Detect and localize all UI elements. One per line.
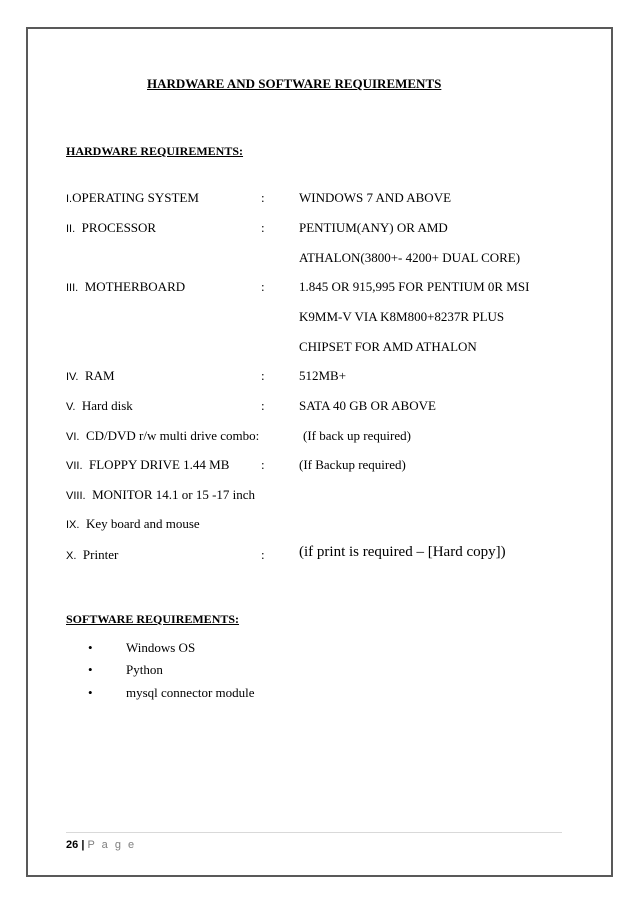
hw-item-os [66,190,199,206]
hw-item-colon: : [261,190,265,205]
hw-item-label: FLOPPY DRIVE 1.44 MB [89,457,230,472]
hw-item-value: 512MB+ [299,368,347,383]
hw-item-number: II. [66,223,76,235]
hw-item-number: IV. [66,371,79,383]
page-label: P a g e [87,839,137,851]
hw-item-colon: : [261,279,265,294]
hw-item-number: V. [66,401,76,413]
hw-item-number: IX. [66,519,80,531]
hw-item-value: ATHALON(3800+- 4200+ DUAL CORE) [299,250,521,265]
page-number: 26 [66,839,79,851]
hw-item-value: CHIPSET FOR AMD ATHALON [299,339,477,354]
hw-item-label: RAM [84,368,115,383]
hw-item-ram [66,368,115,384]
hw-item-monitor [66,487,255,503]
hw-item-value: WINDOWS 7 AND ABOVE [299,190,452,205]
hw-item-colon: : [261,220,265,235]
hw-item-colon: : [261,457,265,472]
hw-item-value: (If back up required) [303,428,411,443]
hw-item-number: III. [66,282,79,294]
hw-item-printer [66,547,118,563]
page-title: HARDWARE AND SOFTWARE REQUIREMENTS [147,76,442,91]
hw-item-value: 1.845 OR 915,995 FOR PENTIUM 0R MSI [299,279,530,294]
hw-item-hard-disk [66,398,133,414]
footer-divider [66,832,562,833]
hw-item-value: (If Backup required) [299,457,406,472]
hw-item-cd-dvd [66,428,259,444]
hw-item-keyboard [66,516,200,532]
hw-item-number: VII. [66,460,83,472]
hw-item-floppy [66,457,229,473]
bullet: • [88,685,93,700]
hw-item-colon: : [261,398,265,413]
hw-item-number: VIII. [66,490,86,502]
page-footer [66,839,136,851]
hw-item-label: Printer [82,547,119,562]
hw-item-colon: : [261,547,265,562]
hw-item-value: K9MM-V VIA K8M800+8237R PLUS [299,309,505,324]
hw-item-number: VI. [66,431,80,443]
hw-item-label: PROCESSOR [81,220,157,235]
hw-item-value: SATA 40 GB OR ABOVE [299,398,436,413]
footer-separator: | [81,839,85,851]
hw-item-label: MOTHERBOARD [84,279,186,294]
hw-item-motherboard [66,279,185,295]
sw-item: Python [126,662,163,677]
hardware-heading: HARDWARE REQUIREMENTS: [66,144,244,158]
hw-item-number: I. [66,193,73,205]
sw-item: Windows OS [126,640,196,655]
hw-item-colon: : [261,368,265,383]
hw-item-number: X. [66,550,77,562]
hw-item-value: (if print is required – [Hard copy]) [299,544,506,560]
hw-item-processor [66,220,156,236]
bullet: • [88,662,93,677]
hw-item-label: Hard disk [81,398,133,413]
sw-item: mysql connector module [126,685,255,700]
hw-item-label: CD/DVD r/w multi drive combo: [85,428,260,443]
hw-item-label: MONITOR 14.1 or 15 -17 inch [92,487,256,502]
software-heading: SOFTWARE REQUIREMENTS: [66,612,240,626]
hw-item-value: PENTIUM(ANY) OR AMD [299,220,448,235]
hw-item-label: OPERATING SYSTEM [72,190,199,205]
hw-item-label: Key board and mouse [85,516,200,531]
bullet: • [88,640,93,655]
